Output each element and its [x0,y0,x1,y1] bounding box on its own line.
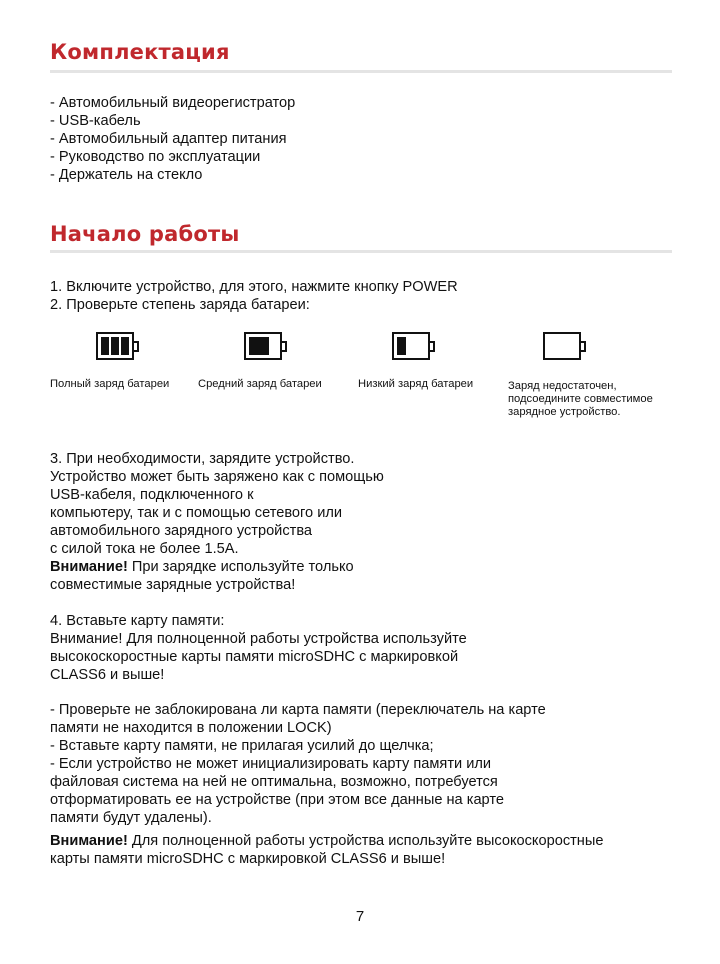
final-warning: Внимание! Для полноценной работы устройства используйте высокоскоростные карты памяти microSDHC с маркировкой CLASS6 и выше! [50,833,604,867]
section-title-getting-started: Начало работы [50,222,240,246]
contents-list [50,94,295,184]
battery-caption-low: Низкий заряд батареи [358,378,474,390]
section-divider [50,250,672,253]
battery-low-icon [392,332,430,360]
list-item: - Руководство по эксплуатации [50,149,261,165]
warning-label: Внимание! [50,559,128,575]
section-divider [50,70,672,73]
battery-medium-icon [244,332,282,360]
step-text: 2. Проверьте степень заряда батареи: [50,297,310,313]
warning-line: Внимание! При зарядке используйте только [50,559,354,575]
list-item: - Автомобильный адаптер питания [50,131,287,147]
step4-paragraph: 4. Вставьте карту памяти: Внимание! Для полноценной работы устройства используйте высокоскоростные карты памяти microSDHC с маркировкой CLASS6 и выше! [50,613,467,683]
step3-paragraph: 3. При необходимости, зарядите устройство. Устройство может быть заряжено как с помощью USB-кабеля, подключенного к компьютеру, так и с помощью сетевого или автомобильного зарядного устройства с силой тока не более 1.5А. Внимание! При зарядке используйте только совместимые зарядные устройства! [50,451,384,593]
list-item: - Держатель на стекло [50,167,203,183]
battery-caption-medium: Средний заряд батареи [198,378,322,390]
step4-notes: - Проверьте не заблокирована ли карта памяти (переключатель на карте памяти не находится в положении LOCK) - Вставьте карту памяти, не прилагая усилий до щелчка; - Если устройство не может инициализировать карту памяти или файловая система на ней не оптимальна, возможно, потребуется отформатировать ее на устройстве (при этом все данные на карте памяти будут удалены). [50,702,546,826]
battery-full-icon [96,332,134,360]
section-title-contents: Комплектация [50,40,230,64]
list-item: - Автомобильный видеорегистратор [50,95,296,111]
battery-caption-full: Полный заряд батареи [50,378,170,390]
battery-empty-icon [543,332,581,360]
steps-intro [50,278,458,314]
page-number: 7 [355,908,365,925]
battery-caption-empty: Заряд недостаточен, подсоедините совместимое зарядное устройство. [508,380,653,418]
step-text: 1. Включите устройство, для этого, нажмите кнопку POWER [50,279,458,295]
warning-label: Внимание! [50,833,128,849]
list-item: - USB-кабель [50,113,141,129]
